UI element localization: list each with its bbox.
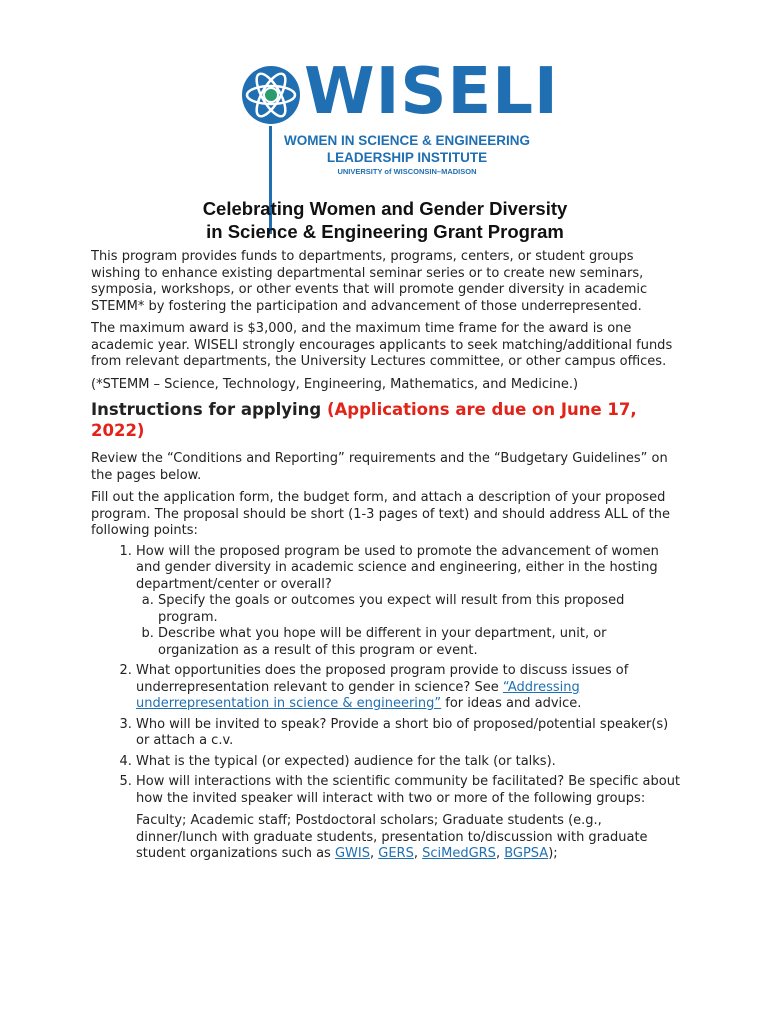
instructions-paragraph-2: Fill out the application form, the budget form, and attach a description of your proposed program. The proposal should be short (1-3 pages of text) and should address ALL of the following points:	[91, 490, 670, 538]
instructions-heading	[91, 399, 681, 441]
item-5-groups	[136, 813, 681, 863]
logo-university: UNIVERSITY of WISCONSIN–MADISON	[337, 167, 477, 176]
list-item	[136, 663, 681, 713]
list-item	[158, 626, 681, 659]
separator: ,	[495, 846, 505, 861]
item-3-text: Who will be invited to speak? Provide a short bio of proposed/potential speaker(s) or attach a c.v.	[136, 716, 669, 748]
gwis-link[interactable]: GWIS	[334, 846, 370, 861]
list-item	[136, 774, 681, 863]
list-item	[136, 717, 681, 750]
list-item	[136, 544, 681, 660]
requirements-list	[91, 544, 681, 863]
logo-wordmark: WISELI	[304, 55, 559, 129]
stemm-footnote: (*STEMM – Science, Technology, Engineering, Mathematics, and Medicine.)	[91, 376, 579, 392]
intro-paragraph-2: The maximum award is $3,000, and the maximum time frame for the award is one academic year. WISELI strongly encourages applicants to seek matching/additional funds from relevant departments, the University Lectures committee, or other campus offices.	[91, 321, 673, 369]
list-item	[136, 754, 681, 771]
item-2-text: What opportunities does the proposed program provide to discuss issues of underrepresentation relevant to gender in science? See	[136, 663, 629, 695]
wiseli-logo	[238, 55, 559, 180]
groups-end: );	[548, 846, 558, 861]
logo-subtitle-line2: LEADERSHIP INSTITUTE	[326, 150, 488, 165]
page-title	[0, 197, 770, 243]
title-line2: in Science & Engineering Grant Program	[206, 221, 564, 242]
list-item	[158, 593, 681, 626]
item-1-text: How will the proposed program be used to promote the advancement of women and gender diversity in academic science and engineering, either in the hosting department/center or overall?	[136, 543, 659, 592]
title-line1: Celebrating Women and Gender Diversity	[202, 198, 568, 219]
document-body	[91, 249, 681, 867]
sub-list	[136, 593, 681, 659]
addressing-underrepresentation-link[interactable]: “Addressing underrepresentation in science & engineering”	[136, 679, 580, 711]
atom-globe-icon	[240, 64, 302, 126]
separator: ,	[369, 846, 379, 861]
instructions-paragraph-1: Review the “Conditions and Reporting” requirements and the “Budgetary Guidelines” on the pages below.	[91, 451, 668, 483]
bgpsa-link[interactable]: BGPSA	[504, 846, 549, 861]
item-1a-text: Specify the goals or outcomes you expect will result from this proposed program.	[158, 593, 625, 625]
logo-subtitle-line1: WOMEN IN SCIENCE & ENGINEERING	[283, 133, 531, 148]
scimedgrs-link[interactable]: SciMedGRS	[422, 846, 496, 861]
intro-paragraph-1: This program provides funds to departments, programs, centers, or student groups wishing to enhance existing departmental seminar series or to create new seminars, symposia, workshops, or other events that will promote gender diversity in academic STEMM* by fostering the participation and advancement of those underrepresented.	[91, 249, 648, 314]
separator: ,	[413, 846, 423, 861]
instructions-heading-text: Instructions for applying	[91, 400, 327, 419]
item-1b-text: Describe what you hope will be different in your department, unit, or organization as a result of this program or event.	[158, 626, 607, 658]
groups-text: Faculty; Academic staff; Postdoctoral scholars; Graduate students (e.g., dinner/lunch with graduate students, presentation to/discussion with graduate student organizations such as	[136, 813, 648, 861]
item-5-text: How will interactions with the scientific community be facilitated? Be specific about how the invited speaker will interact with two or more of the following groups:	[136, 774, 681, 806]
gers-link[interactable]: GERS	[378, 846, 414, 861]
due-date-notice: (Applications are due on June 17, 2022)	[91, 400, 637, 440]
item-4-text: What is the typical (or expected) audience for the talk (or talks).	[136, 753, 556, 769]
item-2-suffix: for ideas and advice.	[441, 696, 582, 711]
